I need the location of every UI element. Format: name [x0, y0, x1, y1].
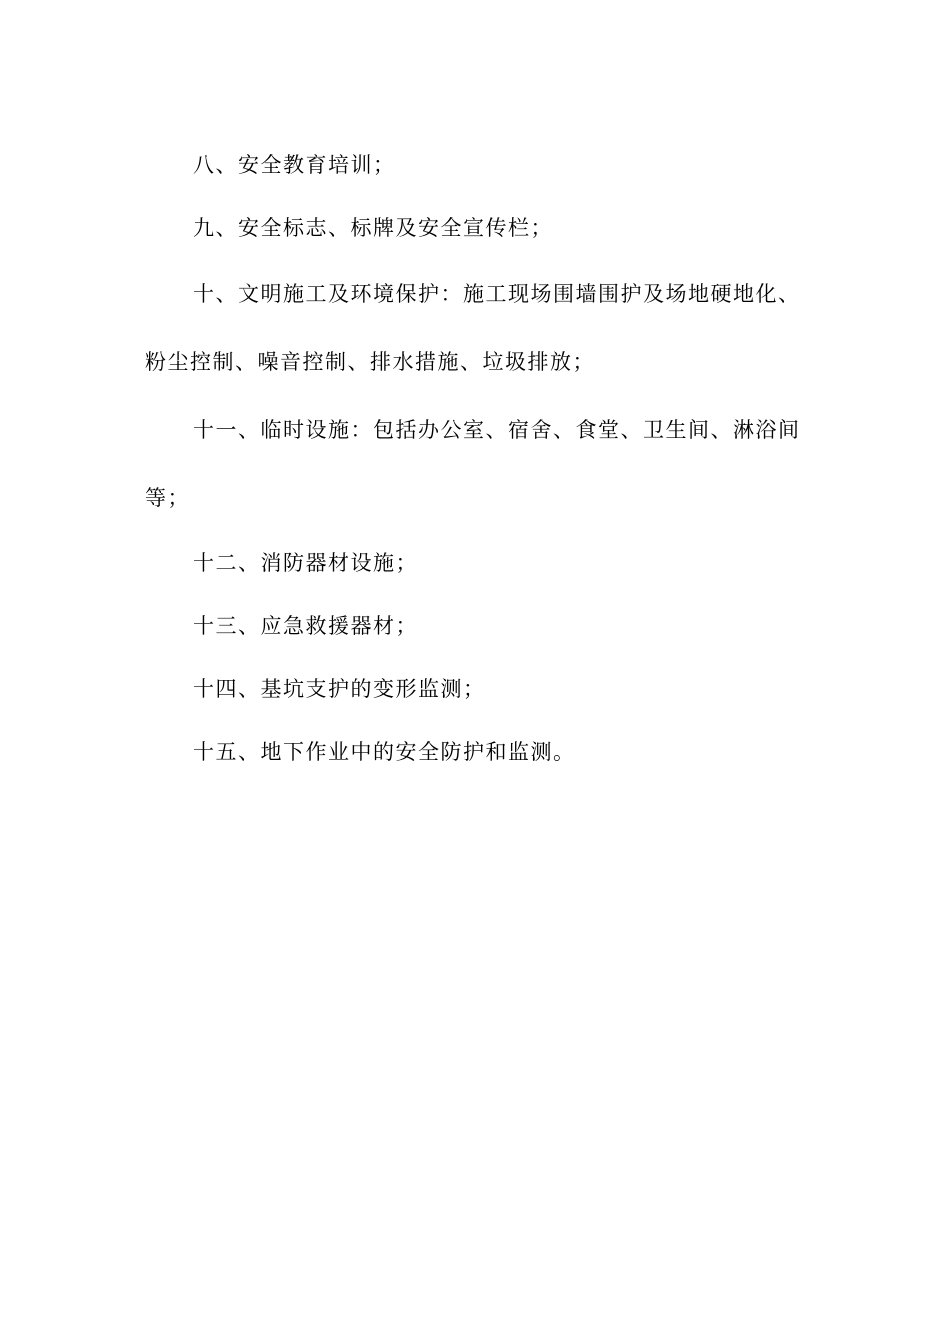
list-item: 十、文明施工及环境保护：施工现场围墙围护及场地硬地化、粉尘控制、噪音控制、排水措施、垃圾排放；: [145, 282, 801, 374]
list-item: 十一、临时设施：包括办公室、宿舍、食堂、卫生间、淋浴间等；: [145, 418, 801, 510]
list-item: 十五、地下作业中的安全防护和监测。: [193, 740, 576, 764]
document-body: [145, 134, 810, 784]
list-item: 十二、消防器材设施；: [193, 551, 418, 575]
list-item: 九、安全标志、标牌及安全宣传栏；: [193, 216, 553, 240]
list-item: 八、安全教育培训；: [193, 153, 396, 177]
list-item: 十四、基坑支护的变形监测；: [193, 677, 486, 701]
list-item: 十三、应急救援器材；: [193, 614, 418, 638]
